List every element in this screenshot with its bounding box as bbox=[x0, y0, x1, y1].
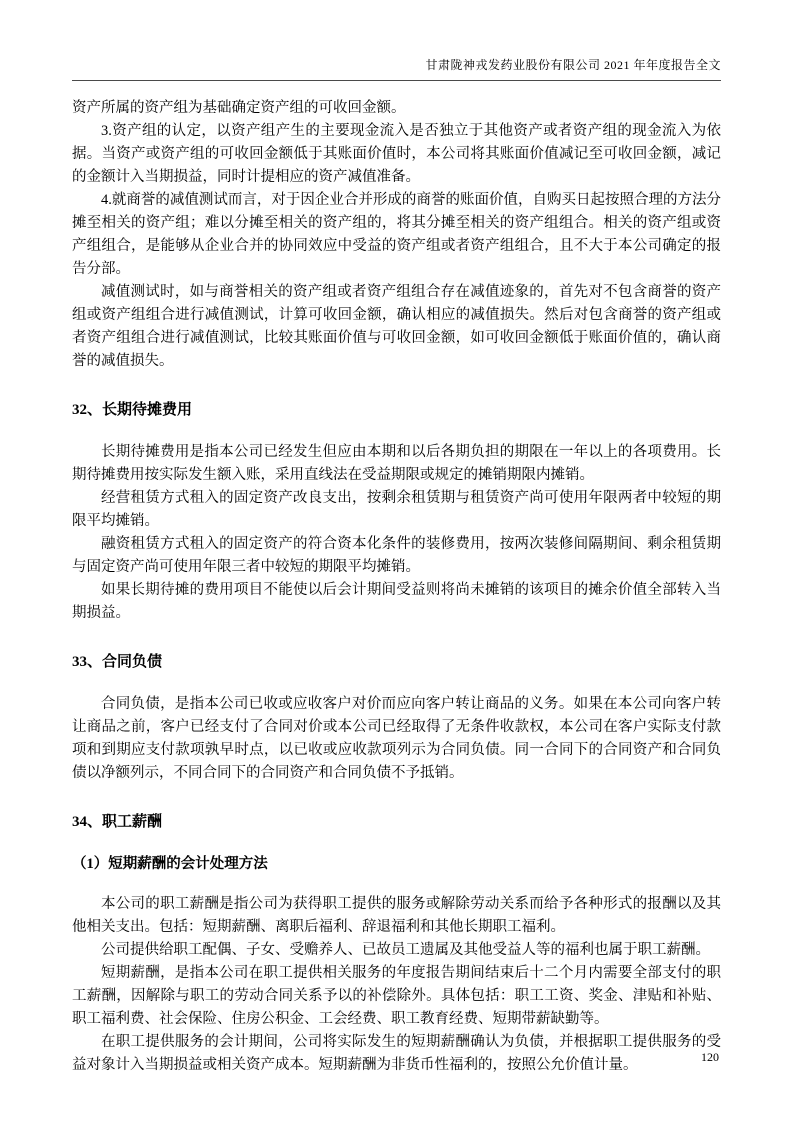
page-number: 120 bbox=[701, 1050, 719, 1064]
body-paragraph: 资产所属的资产组为基础确定资产组的可收回金额。 bbox=[72, 100, 406, 116]
report-header bbox=[72, 58, 721, 81]
header-title: 甘肃陇神戎发药业股份有限公司 2021 年年度报告全文 bbox=[425, 58, 721, 72]
section-heading: 33、合同负债 bbox=[72, 654, 163, 670]
body-paragraph: 经营租赁方式租入的固定资产改良支出，按剩余租赁期与租赁资产尚可使用年限两者中较短的期限平均摊销。 bbox=[72, 490, 721, 529]
body-paragraph: 合同负债，是指本公司已收或应收客户对价而应向客户转让商品的义务。如果在本公司向客户转让商品之前，客户已经支付了合同对价或本公司已经取得了无条件收款权，本公司在客户实际支付款项和到期应支付款项孰早时点，以已收或应收款项列示为合同负债。同一合同下的合同资产和合同负债以净额列示，不同合同下的合同资产和合同负债不予抵销。 bbox=[72, 696, 721, 781]
body-paragraph: 3.资产组的认定，以资产组产生的主要现金流入是否独立于其他资产或者资产组的现金流入为依据。当资产或资产组的可收回金额低于其账面价值时，本公司将其账面价值减记至可收回金额，减记的金额计入当期损益，同时计提相应的资产减值准备。 bbox=[72, 123, 721, 185]
body-paragraph: 4.就商誉的减值测试而言，对于因企业合并形成的商誉的账面价值，自购买日起按照合理的方法分摊至相关的资产组；难以分摊至相关的资产组的，将其分摊至相关的资产组组合。相关的资产组或资产组组合，是能够从企业合并的协同效应中受益的资产组或者资产组组合，且不大于本公司确定的报告分部。 bbox=[72, 192, 721, 277]
page-footer bbox=[701, 1050, 719, 1064]
section-subheading: （1）短期薪酬的会计处理方法 bbox=[72, 856, 268, 872]
body-paragraph: 如果长期待摊的费用项目不能使以后会计期间受益则将尚未摊销的该项目的摊余价值全部转入当期损益。 bbox=[72, 582, 721, 621]
body-paragraph: 长期待摊费用是指本公司已经发生但应由本期和以后各期负担的期限在一年以上的各项费用。长期待摊费用按实际发生额入账，采用直线法在受益期限或规定的摊销期限内摊销。 bbox=[72, 444, 721, 483]
body-paragraph: 减值测试时，如与商誉相关的资产组或者资产组组合存在减值迹象的，首先对不包含商誉的资产组或资产组组合进行减值测试，计算可收回金额，确认相应的减值损失。然后对包含商誉的资产组或者资产组组合进行减值测试，比较其账面价值与可收回金额，如可收回金额低于账面价值的，确认商誉的减值损失。 bbox=[72, 284, 721, 369]
body-paragraph: 在职工提供服务的会计期间，公司将实际发生的短期薪酬确认为负债，并根据职工提供服务的受益对象计入当期损益或相关资产成本。短期薪酬为非货币性福利的，按照公允价值计量。 bbox=[72, 1034, 721, 1073]
document-body bbox=[72, 97, 721, 1077]
body-paragraph: 融资租赁方式租入的固定资产的符合资本化条件的装修费用，按两次装修间隔期间、剩余租赁期与固定资产尚可使用年限三者中较短的期限平均摊销。 bbox=[72, 536, 721, 575]
section-heading: 32、长期待摊费用 bbox=[72, 402, 193, 418]
body-paragraph: 本公司的职工薪酬是指公司为获得职工提供的服务或解除劳动关系而给予各种形式的报酬以及其他相关支出。包括：短期薪酬、离职后福利、辞退福利和其他长期职工福利。 bbox=[72, 896, 721, 935]
section-heading: 34、职工薪酬 bbox=[72, 814, 163, 830]
body-paragraph: 公司提供给职工配偶、子女、受赡养人、已故员工遗属及其他受益人等的福利也属于职工薪酬。 bbox=[101, 942, 710, 958]
body-paragraph: 短期薪酬，是指本公司在职工提供相关服务的年度报告期间结束后十二个月内需要全部支付的职工薪酬，因解除与职工的劳动合同关系予以的补偿除外。具体包括：职工工资、奖金、津贴和补贴、职工福利费、社会保险、住房公积金、工会经费、职工教育经费、短期带薪缺勤等。 bbox=[72, 965, 721, 1027]
